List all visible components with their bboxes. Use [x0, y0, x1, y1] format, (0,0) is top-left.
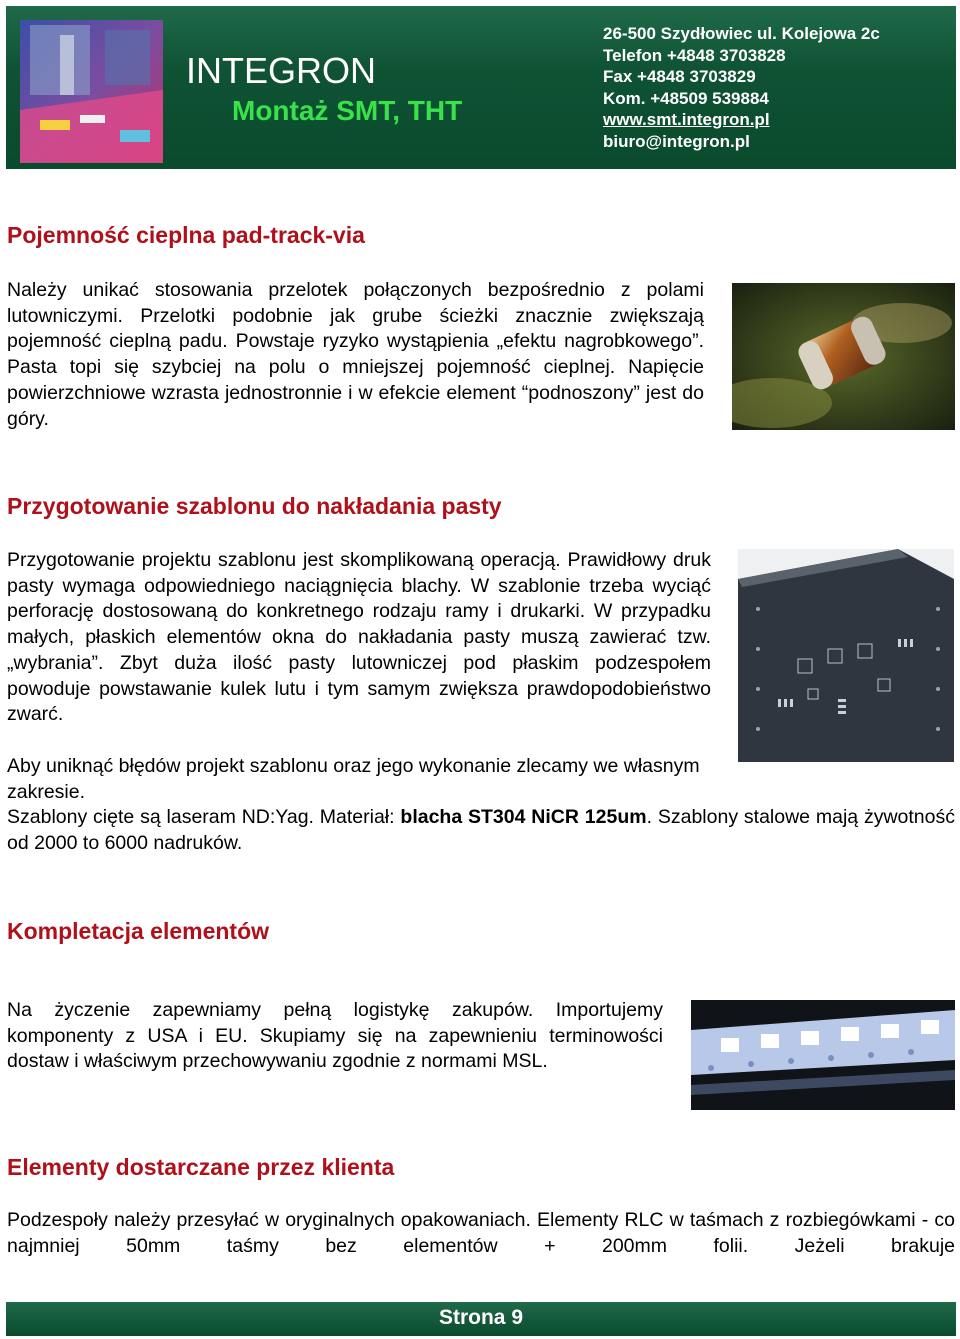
page-number: Strona 9	[438, 1306, 524, 1329]
company-tagline: Montaż SMT, THT	[232, 95, 463, 126]
paragraph-text: Należy unikać stosowania przelotek połączonych bezpośrednio z polami lutowniczymi. Przelotki podobnie jak grube ścieżki znacznie zwiększają pojemność cieplną padu. Powstaje ryzyko wystąpienia „efektu nagrobkowego”. Pasta topi się szybciej na polu o mniejszej pojemność cieplnej. Napięcie powierzchniowe wzrasta jednostronnie i w efekcie element “podnoszony” jest do góry.	[7, 279, 704, 430]
section-paragraph-stencil-1	[7, 548, 711, 728]
section-heading-components: Kompletacja elementów	[7, 918, 270, 944]
lifetime-text: . Szablony stalowe mają żywotność od 2000 to 6000 nadruków.	[7, 806, 955, 854]
page-footer	[6, 1302, 956, 1336]
material-text: Szablony cięte są laseram ND:Yag. Materiał:	[7, 806, 401, 828]
mobile-text: Kom. +48509 539884	[603, 88, 769, 108]
smt-machine-photo	[20, 20, 163, 163]
paragraph-text: Podzespoły należy przesyłać w oryginalnych opakowaniach. Elementy RLC w taśmach z rozbiegówkami - co najmniej 50mm taśmy bez elementów + 200mm folii. Jeżeli brakuje	[7, 1209, 955, 1257]
paragraph-text: Aby uniknąć błędów projekt szablonu oraz jego wykonanie zlecamy we własnym zakresie.	[7, 755, 700, 803]
email-text[interactable]: biuro@integron.pl	[603, 131, 750, 151]
material-spec: blacha ST304 NiCR 125um	[400, 806, 647, 828]
page-header	[6, 6, 956, 169]
paragraph-text: Na życzenie zapewniamy pełną logistykę zakupów. Importujemy komponenty z USA i EU. Skupiamy się na zapewnieniu terminowości dostaw i właściwym przechowywaniu zgodnie z normami MSL.	[7, 999, 663, 1073]
section-paragraph-stencil-2	[7, 754, 711, 805]
section-heading-stencil: Przygotowanie szablonu do nakładania pasty	[7, 493, 502, 519]
tombstone-component-photo	[732, 283, 955, 430]
phone-text: Telefon +4848 3703828	[603, 45, 786, 65]
paragraph-text	[7, 805, 955, 856]
website-link[interactable]: www.smt.integron.pl	[603, 110, 770, 129]
section-paragraph-customer-supplied	[7, 1208, 955, 1259]
paragraph-text: Przygotowanie projektu szablonu jest skomplikowaną operacją. Prawidłowy druk pasty wymaga odpowiedniego naciągnięcia blachy. W szablonie trzeba wyciąć perforację dostosowaną do konkretnego rodzaju ramy i drukarki. W przypadku małych, płaskich elementów okna do nakładania pasty muszą zawierać tzw. „wybrania”. Zbyt duża ilość pasty lutowniczej pod płaskim podzespołem powoduje powstawanie kulek lutu i tym samym zwiększa prawdopodobieństwo zwarć.	[7, 549, 711, 726]
fax-text: Fax +4848 3703829	[603, 67, 756, 86]
contact-block	[603, 23, 880, 152]
section-paragraph-heat-capacity	[7, 278, 704, 432]
solder-stencil-photo	[738, 549, 954, 762]
section-paragraph-stencil-3	[7, 805, 955, 856]
section-heading-heat-capacity: Pojemność cieplna pad-track-via	[7, 222, 365, 248]
section-heading-customer-supplied: Elementy dostarczane przez klienta	[7, 1154, 395, 1180]
component-tape-reel-photo	[691, 1000, 955, 1110]
address-text: 26-500 Szydłowiec ul. Kolejowa 2c	[603, 24, 880, 43]
company-name: INTEGRON	[186, 50, 377, 91]
section-paragraph-components	[7, 998, 663, 1075]
